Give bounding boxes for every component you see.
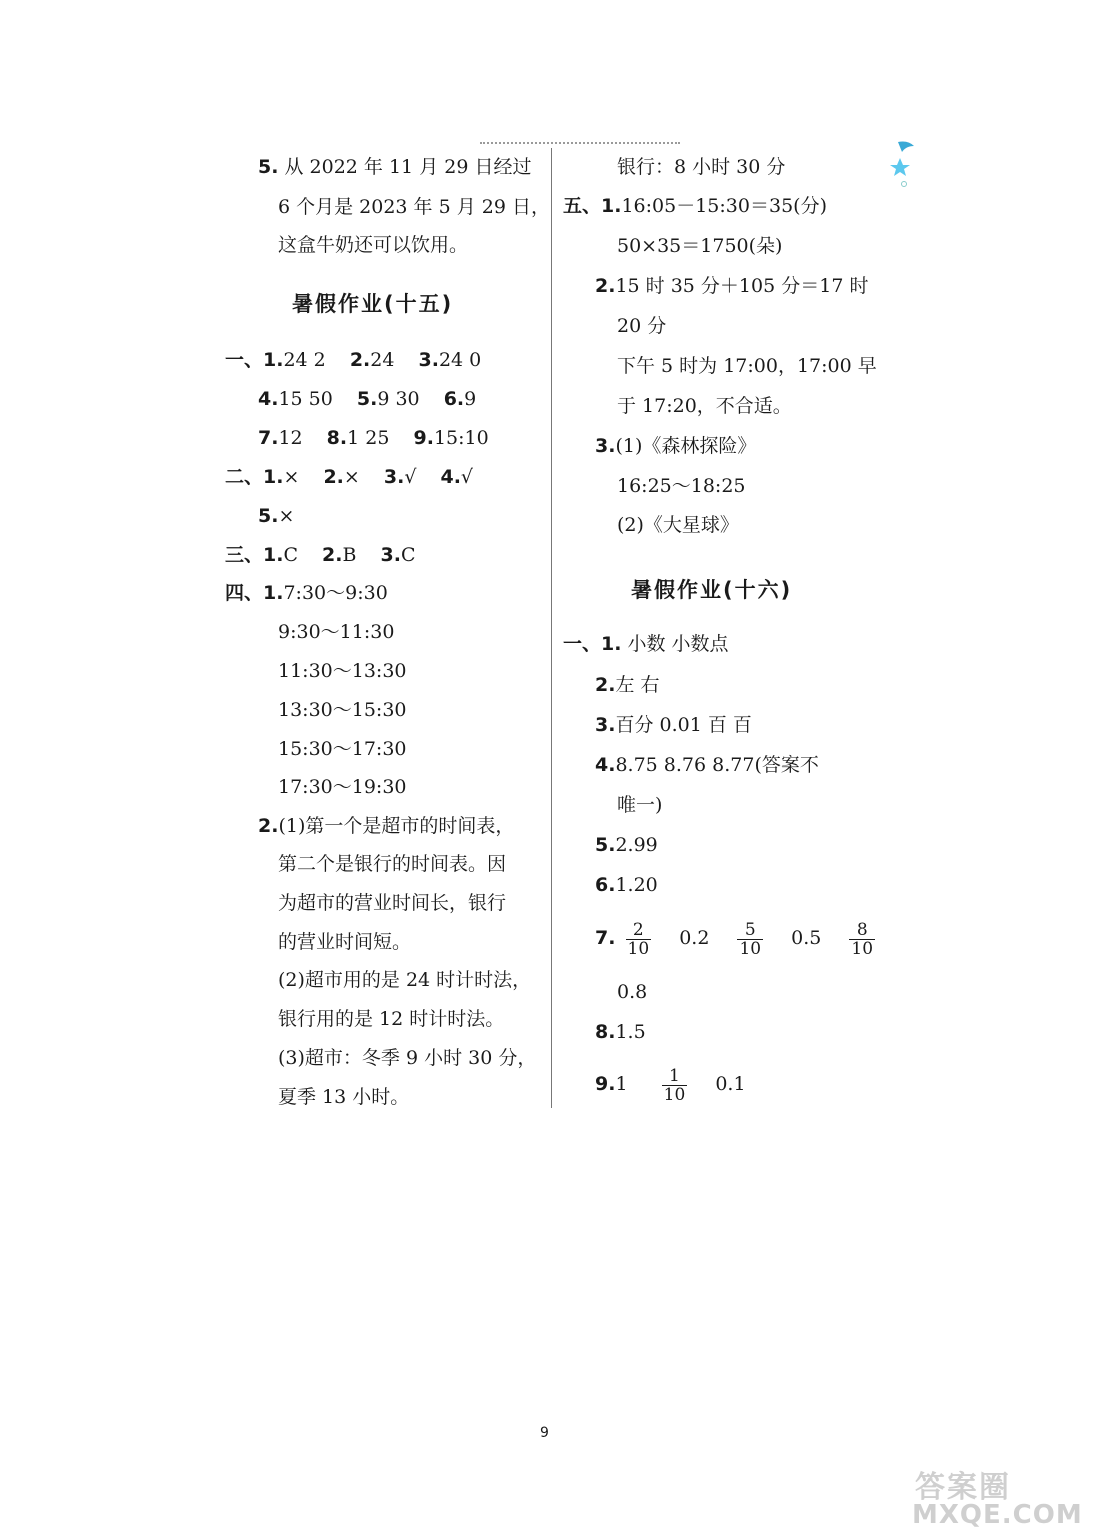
q2-line-8: 夏季 13 小时。	[278, 1086, 410, 1108]
s16-q9: 9.1 $\frac{1}{10}$ 0.1	[595, 1065, 746, 1105]
section-5-q3-line-3: (2)《大星球》	[617, 514, 739, 536]
section-5-row-2: 50×35＝1750(朵)	[617, 235, 783, 257]
s16-q4-cont: 唯一)	[617, 794, 663, 816]
s16-q4: 4.8.75 8.76 8.77(答案不	[595, 754, 819, 776]
watermark-logo: 答案圈	[915, 1470, 1011, 1505]
s16-q7: 7. $\frac{2}{10}$ 0.2 $\frac{5}{10}$ 0.5 $\frac{8}{10}$	[595, 919, 874, 959]
page-number: 9	[540, 1425, 549, 1441]
section-5-q2-line-1: 2.15 时 35 分＋105 分＝17 时	[595, 275, 869, 297]
time-range: 17:30～19:30	[278, 776, 407, 798]
q2-line-2: 第二个是银行的时间表。因	[278, 853, 507, 875]
fraction: $\frac{1}{10}$	[663, 1065, 686, 1105]
section-5-q3-line-2: 16:25～18:25	[617, 475, 746, 497]
section-1-row-3: 7.12 8.1 25 9.15:10	[258, 427, 489, 449]
fraction: $\frac{8}{10}$	[851, 919, 874, 959]
column-divider	[551, 148, 552, 1108]
section-3-row: 三、1.C 2.B 3.C	[225, 544, 416, 566]
section-1-row-1: 一、1.24 2 2.24 3.24 0	[225, 349, 482, 371]
s16-q2: 2.左 右	[595, 674, 660, 696]
section-title-16: 暑假作业(十六)	[631, 578, 793, 602]
s16-q3: 3.百分 0.01 百 百	[595, 714, 752, 736]
section-5-q3-line-1: 3.(1)《森林探险》	[595, 435, 757, 457]
section-5-q2-line-2: 20 分	[617, 315, 667, 337]
fraction: $\frac{2}{10}$	[627, 919, 650, 959]
section-2-row-1: 二、1.× 2.× 3.√ 4.√	[225, 466, 474, 488]
time-range: 15:30～17:30	[278, 738, 407, 760]
section-5-q2-line-3: 下午 5 时为 17:00，17:00 早	[617, 355, 877, 377]
star-decoration-icon	[886, 140, 926, 190]
header-dotted-rule	[480, 142, 680, 144]
q2-line-1: 2.(1)第一个是超市的时间表，	[258, 815, 515, 837]
fraction: $\frac{5}{10}$	[739, 919, 762, 959]
section-5-q2-line-4: 于 17:20，不合适。	[617, 395, 792, 417]
time-range: 9:30～11:30	[278, 621, 395, 643]
q2-line-4: 的营业时间短。	[278, 931, 412, 953]
section-5-row-1: 五、1.16:05－15:30＝35(分)	[563, 195, 827, 217]
item-5-line-3: 这盒牛奶还可以饮用。	[278, 234, 469, 256]
s16-q6: 6.1.20	[595, 874, 658, 896]
section-2-row-2: 5.×	[258, 505, 295, 527]
time-range: 13:30～15:30	[278, 699, 407, 721]
s16-q5: 5.2.99	[595, 834, 658, 856]
section-1-row-2: 4.15 50 5.9 30 6.9	[258, 388, 477, 410]
bank-hours: 银行：8 小时 30 分	[617, 156, 786, 178]
q2-line-6: 银行用的是 12 时计时法。	[278, 1008, 505, 1030]
q2-line-3: 为超市的营业时间长，银行	[278, 892, 507, 914]
s16-q1: 一、1. 小数 小数点	[563, 633, 729, 655]
q2-line-7: (3)超市：冬季 9 小时 30 分，	[278, 1047, 537, 1069]
q2-line-5: (2)超市用的是 24 时计时法，	[278, 969, 532, 991]
time-range: 11:30～13:30	[278, 660, 407, 682]
item-5-line-2: 6 个月是 2023 年 5 月 29 日，	[278, 196, 550, 218]
section-title-15: 暑假作业(十五)	[292, 292, 454, 316]
s16-q7-cont: 0.8	[617, 981, 648, 1003]
section-4-row-1: 四、1.7:30～9:30	[225, 582, 388, 604]
item-5-line-1: 5. 从 2022 年 11 月 29 日经过	[258, 156, 532, 178]
s16-q8: 8.1.5	[595, 1021, 646, 1043]
watermark-url: MXQE.COM	[912, 1500, 1083, 1530]
